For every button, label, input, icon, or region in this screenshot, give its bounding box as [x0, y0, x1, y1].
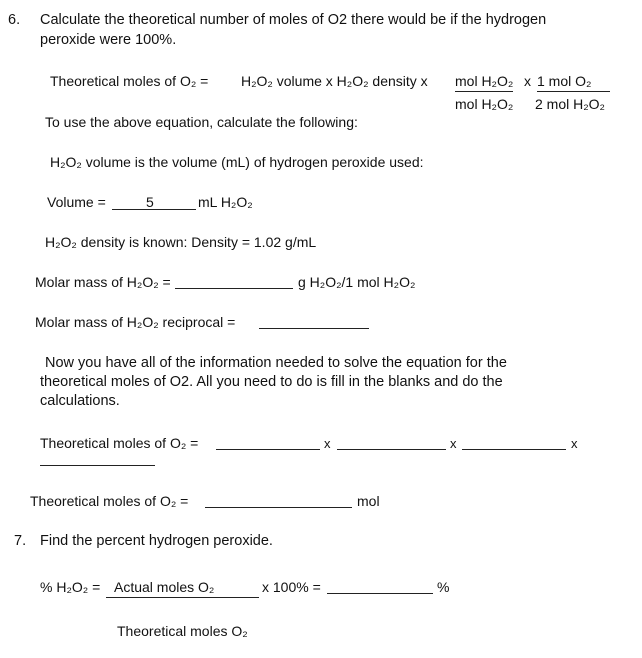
question-6-number: 6.: [8, 12, 21, 28]
equation-lhs: Theoretical moles of O₂ =: [50, 73, 209, 89]
equation-times: x: [524, 73, 531, 89]
times-sign-1: x: [324, 436, 331, 451]
reciprocal-label: Molar mass of H₂O₂ reciprocal =: [35, 314, 236, 330]
theoretical-blank-1[interactable]: [216, 435, 320, 450]
theoretical-blank-4[interactable]: [40, 451, 155, 466]
density-text: H₂O₂ density is known: Density = 1.02 g/mL: [45, 234, 317, 250]
fraction1-denominator: mol H₂O₂: [455, 96, 514, 112]
percent-label: % H₂O₂ =: [40, 579, 101, 595]
question-6-text-line2: peroxide were 100%.: [40, 32, 177, 48]
summary-line2: theoretical moles of O2. All you need to do is fill in the blanks and do the: [40, 374, 503, 390]
times-sign-3: x: [571, 436, 578, 451]
molar-mass-unit: g H₂O₂/1 mol H₂O₂: [298, 274, 416, 290]
fraction1-numerator: mol H₂O₂: [455, 73, 513, 92]
volume-blank[interactable]: [112, 194, 196, 210]
volume-description: H₂O₂ volume is the volume (mL) of hydrogen peroxide used:: [50, 154, 424, 170]
question-7-text: Find the percent hydrogen peroxide.: [40, 533, 273, 549]
volume-value: 5: [146, 194, 154, 210]
volume-label: Volume =: [47, 194, 106, 210]
theoretical-blank-2[interactable]: [337, 435, 446, 450]
instruction-text: To use the above equation, calculate the following:: [45, 114, 358, 130]
percent-result-blank[interactable]: [327, 579, 433, 594]
molar-mass-label: Molar mass of H₂O₂ =: [35, 274, 171, 290]
percent-numerator: Actual moles O₂: [106, 579, 259, 598]
percent-denominator: Theoretical moles O₂: [117, 623, 248, 639]
fraction2-denominator: 2 mol H₂O₂: [535, 96, 605, 112]
equation-middle: H₂O₂ volume x H₂O₂ density x: [241, 73, 428, 89]
percent-sign: %: [437, 579, 450, 595]
question-6-text-line1: Calculate the theoretical number of moles of O2 there would be if the hydrogen: [40, 12, 547, 28]
summary-line3: calculations.: [40, 393, 120, 409]
theoretical-result-label: Theoretical moles of O₂ =: [30, 493, 189, 509]
volume-unit: mL H₂O₂: [198, 194, 253, 210]
theoretical-result-blank[interactable]: [205, 493, 352, 508]
mol-unit: mol: [357, 493, 380, 509]
reciprocal-blank[interactable]: [259, 314, 369, 329]
times-100: x 100% =: [262, 579, 321, 595]
theoretical-moles-label: Theoretical moles of O₂ =: [40, 435, 199, 451]
theoretical-blank-3[interactable]: [462, 435, 566, 450]
question-7-number: 7.: [14, 533, 27, 549]
summary-line1: Now you have all of the information needed to solve the equation for the: [45, 355, 507, 371]
molar-mass-blank[interactable]: [175, 274, 293, 289]
times-sign-2: x: [450, 436, 457, 451]
fraction2-numerator: 1 mol O₂: [537, 73, 610, 92]
